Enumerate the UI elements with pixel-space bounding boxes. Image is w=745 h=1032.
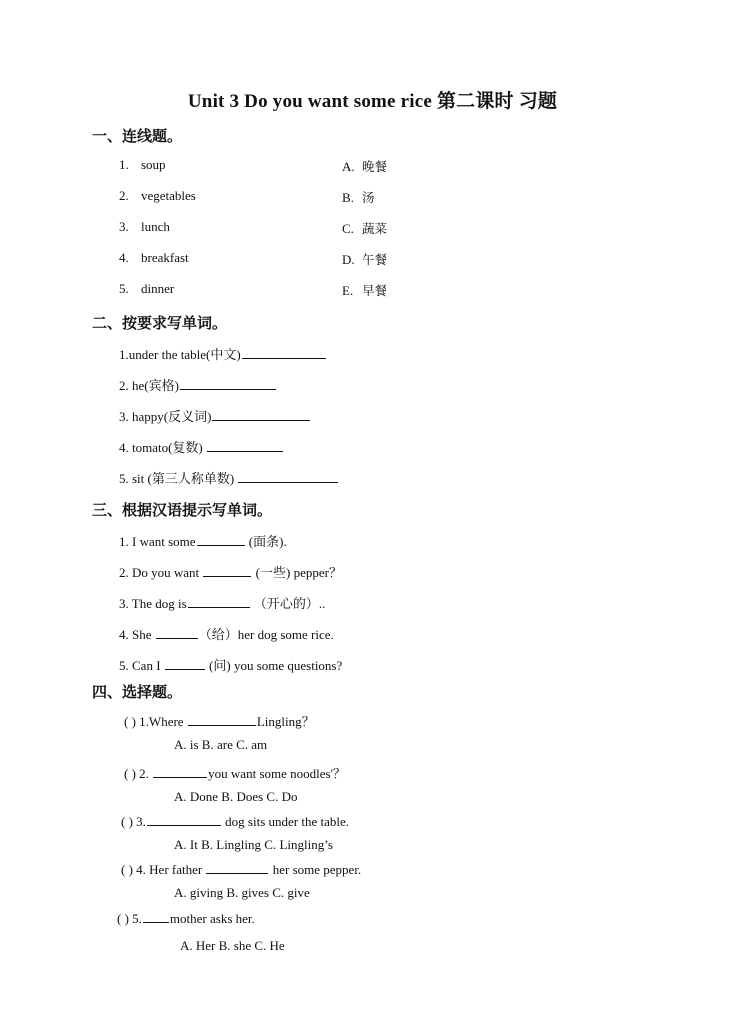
item-number: 2. — [119, 188, 129, 203]
choice-question — [121, 861, 361, 878]
option-letter: D. — [342, 252, 355, 267]
hint-item — [119, 593, 325, 612]
write-word-item — [119, 468, 339, 487]
choice-options: A. is B. are C. am — [174, 737, 268, 752]
answer-blank[interactable] — [197, 533, 245, 546]
answer-blank[interactable] — [188, 595, 250, 608]
question-text: (面条). — [245, 534, 287, 549]
question-text: （开心的）.. — [250, 596, 326, 611]
choice-question — [121, 813, 349, 830]
section-heading-choice: 四、选择题。 — [92, 683, 183, 701]
question-text: 3. The dog is — [119, 596, 187, 611]
match-left-item — [119, 219, 170, 235]
section-heading-matching: 一、连线题。 — [92, 127, 183, 145]
question-text: 5. — [132, 911, 142, 926]
match-word: dinner — [141, 281, 175, 296]
option-letter: A. — [342, 159, 355, 174]
write-word-item — [119, 344, 327, 363]
question-text: 3. — [136, 814, 146, 829]
hint-item — [119, 531, 287, 550]
question-text: dog sits under the table. — [221, 814, 350, 829]
question-text: 3. happy(反义词) — [119, 409, 212, 424]
question-text: you want some noodles'？ — [208, 766, 346, 781]
answer-blank[interactable] — [212, 408, 310, 421]
match-word: 晚餐 — [362, 159, 388, 174]
question-text: 5. Can I — [119, 658, 164, 673]
choice-options: A. It B. Lingling C. Lingling’s — [174, 837, 333, 852]
choice-question — [124, 711, 315, 730]
answer-blank[interactable] — [165, 657, 205, 670]
answer-paren[interactable]: ( ) — [124, 714, 136, 729]
choice-question — [117, 910, 255, 927]
question-text: 4. tomato(复数) — [119, 440, 207, 455]
answer-blank[interactable] — [206, 861, 268, 874]
answer-blank[interactable] — [180, 377, 276, 390]
question-text: mother asks her. — [169, 911, 255, 926]
write-word-item — [119, 375, 277, 394]
question-text: 1. I want some — [119, 534, 196, 549]
question-text: (一些) pepper？ — [252, 565, 342, 580]
answer-blank[interactable] — [238, 470, 338, 483]
match-word: soup — [141, 157, 166, 172]
section-heading-write-words: 二、按要求写单词。 — [92, 314, 228, 332]
answer-paren[interactable]: ( ) — [121, 814, 133, 829]
page-title: Unit 3 Do you want some rice 第二课时 习题 — [187, 91, 558, 112]
answer-blank[interactable] — [156, 626, 198, 639]
question-text: 4. She — [119, 627, 155, 642]
match-word: 蔬菜 — [362, 221, 388, 236]
hint-item — [119, 624, 334, 643]
answer-paren[interactable]: ( ) — [121, 862, 133, 877]
answer-blank[interactable] — [147, 813, 221, 826]
match-left-item — [119, 188, 196, 204]
answer-paren[interactable]: ( ) — [124, 766, 136, 781]
choice-question — [124, 763, 346, 782]
question-text: her some pepper. — [269, 862, 362, 877]
write-word-item — [119, 406, 311, 425]
match-word: 午餐 — [362, 252, 388, 267]
item-number: 3. — [119, 219, 129, 234]
match-right-item — [342, 250, 387, 268]
answer-blank[interactable] — [242, 346, 326, 359]
option-letter: C. — [342, 221, 354, 236]
hint-item — [119, 562, 342, 581]
option-letter: E. — [342, 283, 354, 298]
item-number: 4. — [119, 250, 129, 265]
question-text: 2. Do you want — [119, 565, 203, 580]
question-text: 4. Her father — [136, 862, 206, 877]
question-text: 1.under the table(中文) — [119, 347, 241, 362]
answer-paren[interactable]: ( ) — [117, 911, 129, 926]
item-number: 1. — [119, 157, 129, 172]
answer-blank[interactable] — [207, 439, 283, 452]
answer-blank[interactable] — [143, 910, 169, 923]
match-right-item — [342, 157, 387, 175]
item-number: 5. — [119, 281, 129, 296]
question-text: (问) you some questions? — [205, 658, 343, 673]
section-heading-chinese-hint: 三、根据汉语提示写单词。 — [92, 501, 273, 519]
answer-blank[interactable] — [203, 564, 251, 577]
option-letter: B. — [342, 190, 354, 205]
answer-blank[interactable] — [153, 765, 207, 778]
match-word: 汤 — [362, 190, 375, 205]
write-word-item — [119, 437, 284, 456]
match-left-item — [119, 157, 166, 173]
answer-blank[interactable] — [188, 713, 256, 726]
match-word: vegetables — [141, 188, 196, 203]
choice-options: A. giving B. gives C. give — [174, 885, 310, 900]
question-text: 5. sit (第三人称单数) — [119, 471, 238, 486]
match-right-item — [342, 219, 387, 237]
match-left-item — [119, 281, 174, 297]
choice-options: A. Her B. she C. He — [180, 938, 285, 953]
choice-options: A. Done B. Does C. Do — [174, 789, 298, 804]
match-word: breakfast — [141, 250, 189, 265]
question-text: Lingling？ — [256, 714, 315, 729]
match-word: 早餐 — [362, 283, 388, 298]
match-left-item — [119, 250, 189, 266]
match-right-item — [342, 188, 375, 206]
match-word: lunch — [141, 219, 170, 234]
question-text: 1.Where — [139, 714, 187, 729]
hint-item — [119, 655, 342, 674]
question-text: 2. — [139, 766, 153, 781]
match-right-item — [342, 281, 387, 299]
question-text: 2. he(宾格) — [119, 378, 179, 393]
question-text: （给）her dog some rice. — [198, 627, 334, 642]
